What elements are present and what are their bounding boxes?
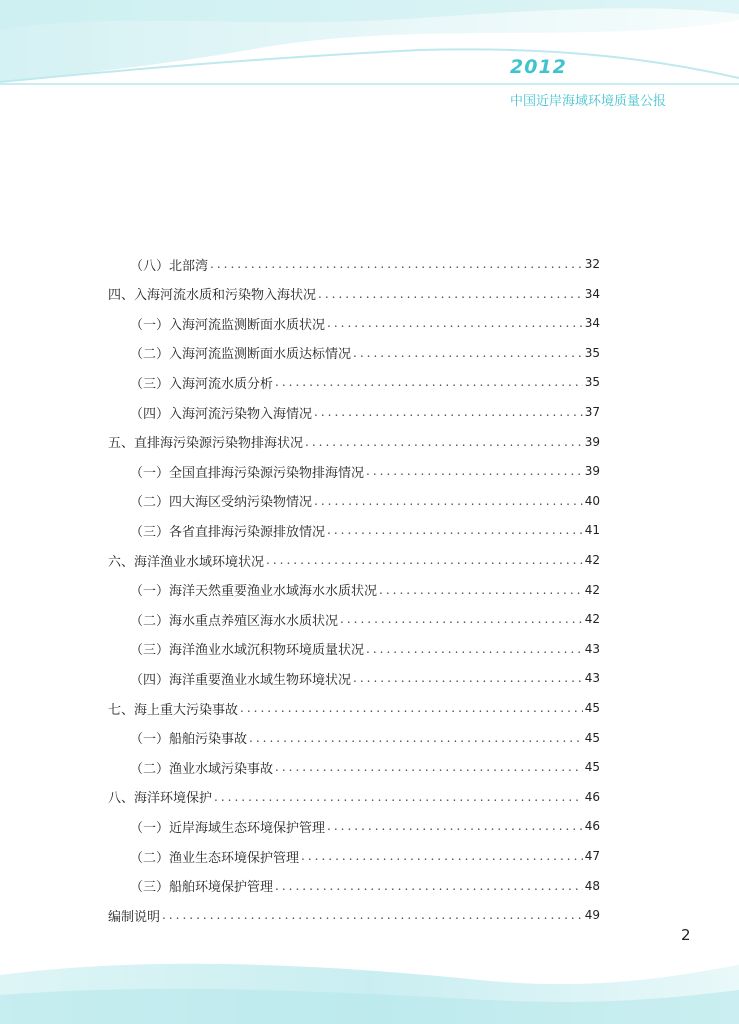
report-year: 2012 (510, 56, 567, 78)
toc-dot-leader (214, 790, 583, 804)
toc-entry[interactable] (130, 874, 600, 898)
toc-dot-leader (275, 760, 583, 774)
toc-entry-title: （二）入海河流监测断面水质达标情况 (130, 347, 352, 363)
toc-entry-page: 45 (584, 730, 600, 745)
toc-dot-leader (240, 701, 583, 715)
toc-entry-title: （一）船舶污染事故 (130, 732, 248, 748)
toc-dot-leader (353, 346, 583, 360)
toc-dot-leader (340, 612, 583, 626)
toc-entry-title: （二）四大海区受纳污染物情况 (130, 495, 313, 511)
toc-entry-page: 35 (584, 345, 600, 360)
toc-entry[interactable] (108, 548, 600, 572)
toc-entry-page: 45 (584, 760, 600, 775)
report-title: 中国近岸海域环境质量公报 (510, 94, 667, 109)
toc-entry-page: 32 (584, 257, 600, 271)
toc-dot-leader (366, 464, 583, 478)
toc-entry[interactable] (130, 252, 600, 276)
toc-entry-title: （三）入海河流水质分析 (130, 376, 274, 392)
toc-entry-page: 45 (584, 701, 600, 715)
toc-entry[interactable] (130, 607, 600, 631)
toc-entry-page: 39 (584, 434, 600, 449)
toc-entry-title: （三）各省直排海污染源排放情况 (130, 524, 326, 540)
toc-entry-page: 42 (584, 553, 600, 567)
bottom-wave-decoration (0, 935, 739, 1024)
toc-entry[interactable] (130, 814, 600, 838)
toc-entry-title: （一）入海河流监测断面水质状况 (130, 317, 326, 333)
toc-entry[interactable] (108, 785, 600, 809)
toc-entry[interactable] (130, 755, 600, 779)
toc-entry[interactable] (130, 459, 600, 483)
toc-dot-leader (327, 316, 583, 330)
toc-entry[interactable] (130, 370, 600, 394)
toc-entry-title: （四）入海河流污染物入海情况 (130, 406, 313, 422)
toc-entry-title: （一）海洋天然重要渔业水域海水水质状况 (130, 584, 378, 600)
toc-dot-leader (301, 849, 583, 863)
toc-dot-leader (162, 908, 583, 922)
toc-entry-page: 40 (584, 493, 600, 508)
toc-dot-leader (318, 287, 583, 301)
toc-dot-leader (366, 642, 583, 656)
toc-entry-title: （三）船舶环境保护管理 (130, 880, 274, 896)
toc-entry[interactable] (130, 726, 600, 750)
toc-dot-leader (275, 879, 583, 893)
toc-entry-page: 46 (584, 819, 600, 834)
toc-entry-title: 四、入海河流水质和污染物入海状况 (108, 288, 317, 304)
toc-dot-leader (210, 257, 583, 271)
toc-entry-page: 48 (584, 878, 600, 893)
toc-entry[interactable] (108, 696, 600, 720)
toc-entry-page: 43 (584, 641, 600, 656)
top-wave-decoration (0, 0, 739, 90)
toc-dot-leader (305, 435, 583, 449)
toc-entry-title: （一）全国直排海污染源污染物排海情况 (130, 465, 365, 481)
toc-entry-page: 39 (584, 464, 600, 479)
toc-dot-leader (314, 405, 583, 419)
toc-entry-title: 编制说明 (108, 909, 161, 925)
toc-entry[interactable] (130, 518, 600, 542)
toc-entry-page: 41 (584, 523, 600, 538)
toc-dot-leader (249, 731, 583, 745)
toc-entry[interactable] (108, 282, 600, 306)
toc-entry-title: （三）海洋渔业水域沉积物环境质量状况 (130, 643, 365, 659)
toc-entry-page: 34 (584, 286, 600, 301)
toc-entry-page: 42 (584, 612, 600, 627)
toc-entry[interactable] (130, 637, 600, 661)
toc-entry-title: （二）渔业水域污染事故 (130, 761, 274, 777)
toc-entry-title: 五、直排海污染源污染物排海状况 (108, 436, 304, 452)
page-number: 2 (681, 926, 691, 944)
toc-entry-title: （四）海洋重要渔业水域生物环境状况 (130, 672, 352, 688)
toc-entry[interactable] (130, 578, 600, 602)
toc-entry-page: 34 (584, 316, 600, 331)
toc-entry-page: 37 (584, 405, 600, 419)
toc-entry-title: 七、海上重大污染事故 (108, 702, 239, 718)
toc-entry-title: （八）北部湾 (130, 258, 209, 274)
toc-dot-leader (379, 583, 583, 597)
toc-entry[interactable] (108, 430, 600, 454)
toc-entry-page: 46 (584, 789, 600, 804)
toc-entry[interactable] (130, 666, 600, 690)
toc-entry[interactable] (108, 903, 600, 927)
toc-entry-title: （二）渔业生态环境保护管理 (130, 850, 300, 866)
toc-entry[interactable] (130, 489, 600, 513)
toc-entry[interactable] (130, 311, 600, 335)
toc-entry-title: （二）海水重点养殖区海水水质状况 (130, 613, 339, 629)
toc-dot-leader (275, 375, 583, 389)
toc-entry[interactable] (130, 844, 600, 868)
toc-dot-leader (327, 523, 583, 537)
toc-dot-leader (314, 494, 583, 508)
toc-dot-leader (353, 671, 583, 685)
toc-entry[interactable] (130, 400, 600, 424)
toc-dot-leader (266, 553, 583, 567)
toc-entry-page: 35 (584, 375, 600, 390)
toc-entry-title: 八、海洋环境保护 (108, 791, 213, 807)
toc-entry-page: 42 (584, 582, 600, 597)
toc-entry-page: 43 (584, 671, 600, 686)
toc-entry-title: （一）近岸海域生态环境保护管理 (130, 820, 326, 836)
toc-entry-page: 47 (584, 849, 600, 863)
toc-entry-title: 六、海洋渔业水域环境状况 (108, 554, 265, 570)
toc-entry-page: 49 (584, 908, 600, 923)
toc-entry[interactable] (130, 341, 600, 365)
toc-dot-leader (327, 819, 583, 833)
